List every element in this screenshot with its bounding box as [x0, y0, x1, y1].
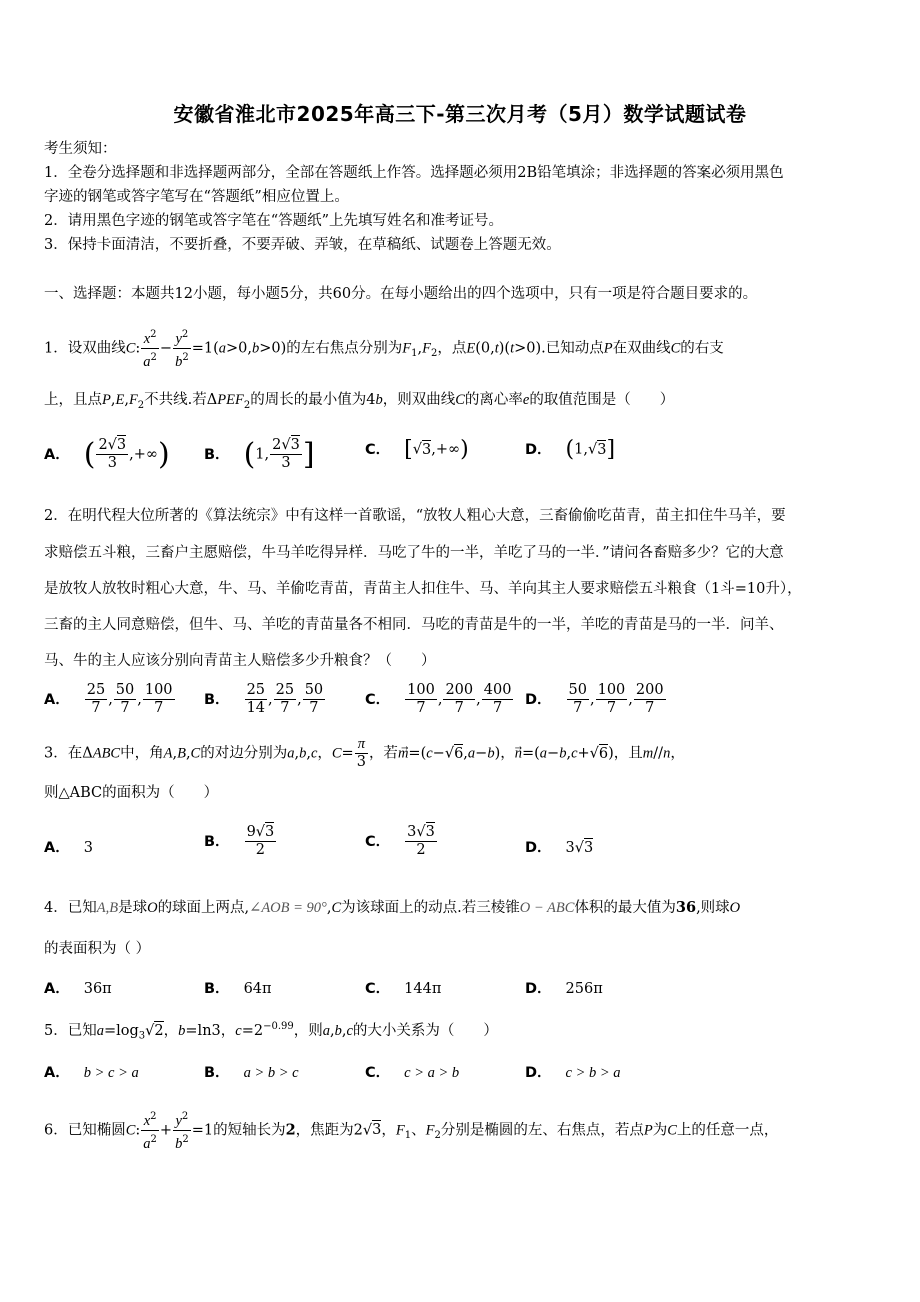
question-2-options — [44, 682, 880, 716]
option-d[interactable]: D． 256π — [525, 981, 603, 997]
option-b[interactable]: B． $\frac{9√3}{2}$ — [204, 824, 275, 858]
option-b[interactable]: B． (1, $\frac{2√3}{3}$ ] — [204, 437, 315, 472]
question-5-line-1: 5．已知$a=\log_3√2$，b=ln3，$c=2^{-0.99}$，则a,b,c的大小关系为（ ） — [44, 1021, 498, 1042]
notice-heading: 考生须知： — [44, 141, 117, 157]
question-1-line-2: 上，且点$P,E,F_2$不共线.若$\Delta PEF_2$的周长的最小值为4b，则双曲线C的离心率e的取值范围是（ ） — [44, 392, 675, 411]
section-heading: 一、选择题：本题共12小题，每小题5分，共60分。在每小题给出的四个选项中，只有一项是符合题目要求的。 — [44, 286, 758, 302]
question-2-line-3: 是放牧人放牧时粗心大意，牛、马、羊偷吃青苗，青苗主人扣住牛、马、羊向其主人要求赔偿五斗粮食（1斗=10升）， — [44, 581, 802, 597]
question-2-line-2: 求赔偿五斗粮，三畜户主愿赔偿，牛马羊吃得异样．马吃了牛的一半，羊吃了马的一半．”请问各畜赔多少？它的大意 — [44, 545, 784, 561]
option-c[interactable]: C． c > a > b — [365, 1065, 460, 1081]
question-4-line-1: 4．已知A,B是球O的球面上两点,∠AOB = 90°,C为该球面上的动点.若三棱锥O − ABC体积的最大值为36,则球O — [44, 899, 741, 916]
option-c[interactable]: C． $\frac{100}{7}$ , $\frac{200}{7}$ , $\frac{400}{7}$ — [365, 682, 512, 716]
page-title: 安徽省淮北市2025年高三下-第三次月考（5月）数学试题试卷 — [173, 102, 747, 126]
fraction: $\frac{x^2}{a^2}$ — [141, 326, 159, 371]
notice-item-1b: 字迹的钢笔或答字笔写在“答题纸”相应位置上。 — [44, 189, 349, 205]
question-3-line-1: 3．在ΔABC中，角A,B,C的对边分别为a,b,c，C= $\frac{\pi}{3}$ ，若m⃗=(c−√6,a−b)，n⃗=(a−b,c+√6)，且m//n， — [44, 736, 685, 770]
question-2-line-1: 2．在明代程大位所著的《算法统宗》中有这样一首歌谣，“放牧人粗心大意，三畜偷偷吃苗青，苗主扣住牛马羊，要 — [44, 508, 786, 524]
option-b[interactable]: B． $\frac{25}{14}$ , $\frac{25}{7}$ , $\frac{50}{7}$ — [204, 682, 324, 716]
question-2-line-5: 马、牛的主人应该分别向青苗主人赔偿多少升粮食？（ ） — [44, 653, 436, 669]
option-c[interactable]: C． [√3,+∞) — [365, 437, 469, 462]
fraction: $\frac{y^2}{b^2}$ — [173, 326, 191, 371]
option-b[interactable]: B． a > b > c — [204, 1065, 299, 1081]
question-1-line-1: 1．设双曲线C: $\frac{x^2}{a^2}$ − $\frac{y^2}{b^2}$ =1(a>0,b>0)的左右焦点分别为$F_1,F_2$，点E(0,t)(t>0).已知动点P在双曲线C的右支 — [44, 326, 880, 371]
option-c[interactable]: C． 144π — [365, 981, 442, 997]
option-d[interactable]: D． c > b > a — [525, 1065, 621, 1081]
option-a[interactable]: A． 36π — [44, 981, 112, 997]
question-3-line-2: 则△ABC的面积为（ ） — [44, 785, 219, 801]
option-d[interactable]: D． $\frac{50}{7}$ , $\frac{100}{7}$ , $\frac{200}{7}$ — [525, 682, 664, 716]
option-a[interactable]: A． 3 — [44, 840, 93, 856]
question-2-line-4: 三畜的主人同意赔偿，但牛、马、羊吃的青苗量各不相同．马吃的青苗是牛的一半，羊吃的青苗是马的一半．问羊、 — [44, 617, 784, 633]
question-1-options — [44, 437, 880, 472]
option-a[interactable]: A． b > c > a — [44, 1065, 139, 1081]
notice-item-2: 2．请用黑色字迹的钢笔或答字笔在“答题纸”上先填写姓名和准考证号。 — [44, 213, 504, 229]
question-6-line-1: 6．已知椭圆C: $\frac{x^2}{a^2}$ + $\frac{y^2}{b^2}$ =1的短轴长为2，焦距为2√3，$F_1$、$F_2$分别是椭圆的左、右焦点，若点P为C上的任意一点， — [44, 1108, 880, 1153]
question-3-options — [44, 824, 880, 858]
notice-item-1a: 1．全卷分选择题和非选择题两部分，全部在答题纸上作答。选择题必须用2B铅笔填涂；非选择题的答案必须用黑色 — [44, 165, 784, 181]
option-d[interactable]: D． 3√3 — [525, 840, 594, 856]
question-4-options — [44, 977, 880, 1007]
option-a[interactable]: A． $\frac{25}{7}$ , $\frac{50}{7}$ , $\frac{100}{7}$ — [44, 682, 173, 716]
option-d[interactable]: D． (1,√3] — [525, 437, 616, 462]
option-a[interactable]: A． ( $\frac{2√3}{3}$ ,+∞) — [44, 437, 170, 472]
notice-item-3: 3．保持卡面清洁，不要折叠，不要弄破、弄皱，在草稿纸、试题卷上答题无效。 — [44, 237, 561, 253]
option-c[interactable]: C． $\frac{3√3}{2}$ — [365, 824, 435, 858]
option-b[interactable]: B． 64π — [204, 981, 272, 997]
question-5-options — [44, 1061, 880, 1091]
question-4-line-2: 的表面积为（ ） — [44, 941, 151, 957]
